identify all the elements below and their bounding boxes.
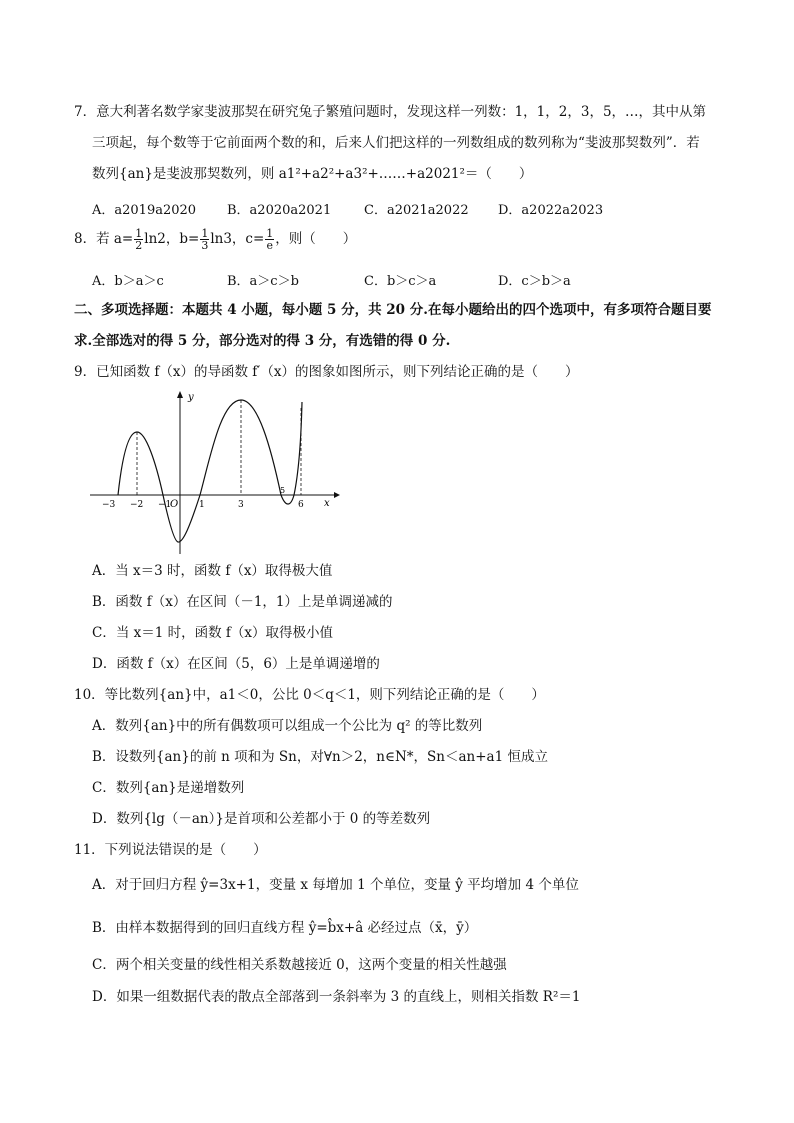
tick-neg2: −2: [130, 500, 144, 510]
tick-6: 6: [298, 500, 304, 510]
q8-option-a[interactable]: A．b＞a＞c: [92, 274, 164, 289]
q8-a-numerator: 1: [135, 227, 143, 240]
q7-option-b[interactable]: B．a2020a2021: [227, 203, 332, 218]
q8-option-d[interactable]: D．c＞b＞a: [498, 274, 571, 289]
section2-header-line2: 求.全部选对的得 5 分，部分选对的得 3 分，有选错的得 0 分.: [74, 333, 451, 349]
section2-header-line1: 二、多项选择题：本题共 4 小题，每小题 5 分，共 20 分.在每小题给出的四个选项中，有多项符合题目要: [74, 302, 712, 318]
q10-option-c[interactable]: C．数列{an}是递增数列: [92, 780, 245, 796]
q9-option-b[interactable]: B．函数 f（x）在区间（－1，1）上是单调递减的: [92, 594, 393, 610]
derivative-curve: [118, 400, 302, 542]
tick-1: 1: [199, 500, 205, 510]
q8-a-denominator: 2: [135, 239, 143, 252]
q9-option-d[interactable]: D．函数 f（x）在区间（5，6）上是单调递增的: [92, 656, 380, 672]
q8-c-denominator: e: [266, 239, 274, 252]
graph-origin-label: O: [170, 499, 179, 510]
q9-stem: 9．已知函数 f（x）的导函数 f′（x）的图象如图所示，则下列结论正确的是（ ）: [74, 364, 579, 380]
q8-option-b[interactable]: B．a＞c＞b: [227, 274, 299, 289]
q8-b-numerator: 1: [201, 227, 209, 240]
x-axis-arrow-icon: [334, 492, 340, 498]
q8-stem-part-a: ln2，b=: [144, 231, 200, 247]
q7-option-a[interactable]: A．a2019a2020: [92, 203, 197, 218]
q7-options: [92, 199, 732, 217]
q10-option-a[interactable]: A．数列{an}中的所有偶数项可以组成一个公比为 q² 的等比数列: [92, 718, 483, 734]
q9-derivative-graph: [88, 388, 348, 558]
q9-option-c[interactable]: C．当 x＝1 时，函数 f（x）取得极小值: [92, 625, 334, 641]
y-axis-arrow-icon: [177, 391, 183, 398]
q11-option-b[interactable]: B．由样本数据得到的回归直线方程 ŷ=b̂x+â 必经过点（x̄，ȳ）: [92, 920, 478, 936]
q8-fraction-b: [200, 228, 209, 251]
q8-b-denominator: 3: [201, 239, 209, 252]
graph-x-label: x: [324, 498, 330, 509]
q8-c-numerator: 1: [266, 227, 274, 240]
q8-stem: [74, 226, 356, 252]
q7-option-c[interactable]: C．a2021a2022: [364, 203, 469, 218]
q7-stem-line3: 数列{an}是斐波那契数列，则 a1²+a2²+a3²+……+a2021²＝（ ）: [92, 166, 533, 182]
q8-stem-part-c: ，则（ ）: [275, 231, 357, 247]
q8-stem-prefix: 8．若 a=: [74, 231, 134, 247]
q7-stem-line2: 三项起，每个数等于它前面两个数的和，后来人们把这样的一列数组成的数列称为“斐波那契数列”．若: [92, 135, 700, 151]
graph-y-label: y: [188, 392, 194, 403]
q11-option-c[interactable]: C．两个相关变量的线性相关系数越接近 0，这两个变量的相关性越强: [92, 957, 507, 973]
q7-option-d[interactable]: D．a2022a2023: [498, 203, 604, 218]
q11-option-d[interactable]: D．如果一组数据代表的散点全部落到一条斜率为 3 的直线上，则相关指数 R²＝1: [92, 989, 581, 1005]
q10-stem: 10．等比数列{an}中，a1＜0，公比 0＜q＜1，则下列结论正确的是（ ）: [74, 687, 545, 703]
q8-stem-part-b: ln3，c=: [210, 231, 265, 247]
q9-option-a[interactable]: A．当 x＝3 时，函数 f（x）取得极大值: [92, 563, 333, 579]
tick-neg3: −3: [102, 500, 116, 510]
q10-option-b[interactable]: B．设数列{an}的前 n 项和为 Sn，对∀n＞2，n∈N*，Sn＜an+a1 恒成立: [92, 749, 548, 765]
q8-options: [92, 270, 732, 288]
q8-fraction-c: [265, 228, 274, 251]
tick-5: 5: [280, 486, 286, 495]
tick-neg1: −1: [158, 500, 172, 510]
q7-stem-line1: 7．意大利著名数学家斐波那契在研究兔子繁殖问题时，发现这样一列数：1，1，2，3，5，…，其中从第: [74, 104, 707, 120]
tick-3: 3: [238, 500, 244, 510]
q8-fraction-a: [134, 228, 143, 251]
q8-option-c[interactable]: C．b＞c＞a: [364, 274, 437, 289]
q11-option-a[interactable]: A．对于回归方程 ŷ=3x+1，变量 x 每增加 1 个单位，变量 ŷ 平均增加 4 个单位: [92, 877, 579, 893]
q11-stem: 11．下列说法错误的是（ ）: [74, 842, 267, 858]
q10-option-d[interactable]: D．数列{lg（－an）}是首项和公差都小于 0 的等差数列: [92, 811, 431, 827]
